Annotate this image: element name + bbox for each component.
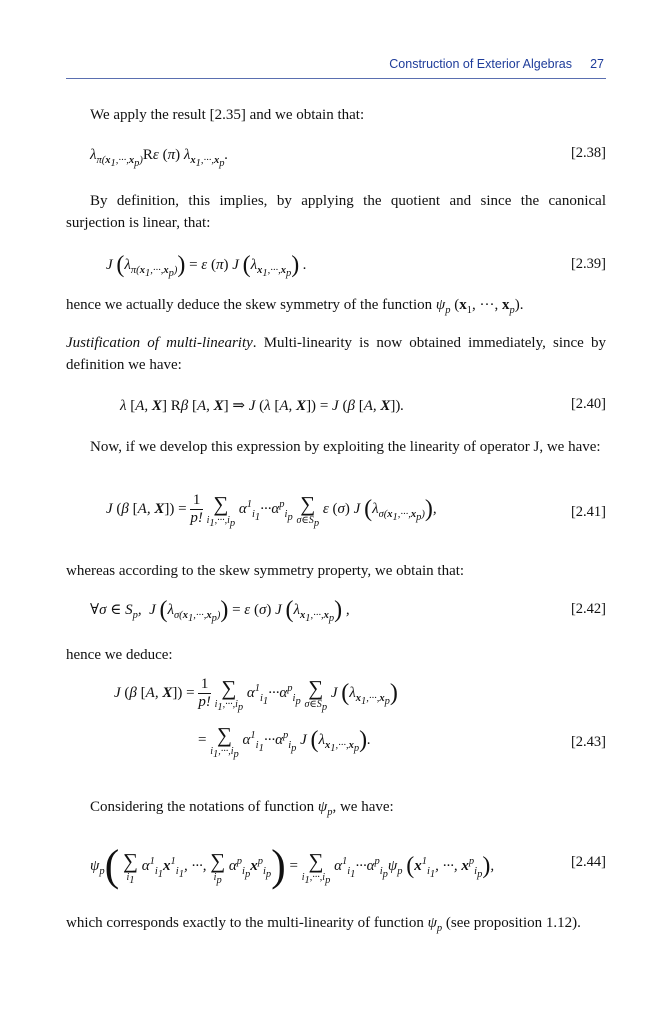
page-header — [66, 54, 606, 79]
paragraph-8-end: , we have: — [332, 799, 394, 815]
paragraph-4-text: . Multi-linearity is now obtained immediately, since by definition we have: — [66, 335, 606, 373]
equation-number: [2.44] — [570, 854, 606, 870]
paragraph-4-heading: Justification of multi-linearity — [66, 335, 253, 351]
running-title: Construction of Exterior Algebras — [389, 57, 572, 71]
paragraph-3: hence we actually deduce the skew symmetry of the function $\psi_p$ ($x_1$, ···, $x_p$). — [66, 297, 524, 316]
equation-number: [2.39] — [570, 256, 606, 272]
paragraph-5: Now, if we develop this expression by exploiting the linearity of operator J, we have: — [90, 439, 601, 455]
equation-2-41: J (β [A, X]) = $\frac{1}{p!}$ ∑ $i_1,\cdot\cdot\cdot,i_p$ $\alpha^1_{i_1}\cdot\cdot\cdot\alpha^p_{i_p}$ ∑ $\sigma\in S_p$ ε (σ) J $(\lambda_{\sigma(x_1,\cdot\cdot\cdot,x_p)})$, [2.41] — [106, 492, 606, 529]
paragraph-2: By definition, this implies, by applying the quotient and since the canonical surjection is linear, that: — [66, 193, 606, 231]
equation-2-40: λ [A, X] Rβ [A, X] ⇒ J (λ [A, X]) = J (β [A, X]). [2.40] — [120, 396, 606, 414]
paragraph-9-end: (see proposition 1.12). — [445, 915, 581, 931]
paragraph-6: whereas according to the skew symmetry property, we obtain that: — [66, 563, 465, 579]
paragraph-8: Considering the notations of function $\psi_p$, we have: — [90, 799, 394, 818]
paragraph-7: hence we deduce: — [66, 647, 173, 663]
equation-2-42: ∀σ ∈ $S_p$, J $(\lambda_{\sigma(x_1,\cdot\cdot\cdot,x_p)}) = \varepsilon$ (σ) J $(\lambda_{x_1,\cdot\cdot\cdot,x_p})$ , [2.42] — [90, 597, 606, 625]
paragraph-3-text: hence we actually deduce the skew symmetry of the function — [66, 297, 433, 313]
equation-number: [2.38] — [570, 145, 606, 161]
paragraph-8-text: Considering the notations of function — [90, 799, 315, 815]
paragraph-4 — [66, 332, 606, 376]
page-number: 27 — [590, 57, 604, 71]
equation-2-38: $\lambda_{\pi(x_1,\cdot\cdot\cdot,x_p)}R\varepsilon$ (π) $\lambda_{x_1,\cdot\cdot\cdot,x_p}$. [2.38] — [90, 145, 606, 170]
equation-number: [2.43] — [570, 734, 606, 750]
equation-2-44: $\psi_p$( ∑ $i_1$ $\alpha^1_{i_1}x^1_{i_1}$, ···, ∑ $i_p$ $\alpha^p_{i_p}x^p_{i_p}$) = ∑ $i_1,\cdot\cdot\cdot,i_p$ $\alpha^1_{i_1}\cdot\cdot\cdot\alpha^p_{i_p}\psi_p$ ($x^1_{i_1}$, ···, $x^p_{i_p}$), [2.44] — [90, 841, 606, 890]
paragraph-1: We apply the result [2.35] and we obtain that: — [90, 107, 365, 123]
paragraph-9-text: which corresponds exactly to the multi-linearity of function — [66, 915, 424, 931]
paragraph-9: which corresponds exactly to the multi-linearity of function $\psi_p$ (see proposition 1.12). — [66, 915, 581, 934]
equation-number: [2.42] — [570, 601, 606, 617]
equation-number: [2.40] — [570, 396, 606, 412]
equation-number: [2.41] — [570, 504, 606, 520]
equation-2-39: J $(\lambda_{\pi(x_1,\cdot\cdot\cdot,x_p)}) = \varepsilon$ (π) J $(\lambda_{x_1,\cdot\cdot\cdot,x_p})$ . [2.39] — [106, 252, 606, 280]
equation-2-43: J (β [A, X]) = $\frac{1}{p!}$ ∑ $i_1,\cdot\cdot\cdot,i_p$ $\alpha^1_{i_1}\cdot\cdot\cdot\alpha^p_{i_p}$ ∑ $\sigma\in S_p$ J $(\lambda_{x_1,\cdot\cdot\cdot,x_p})$ = ∑ $i_1,\cdot\cdot\cdot,i_p$ $\alpha^1_{i_1}\cdot\cdot\cdot\alpha^p_{i_p}$ J $(\lambda_{x_1,\cdot\cdot\cdot,x_p})$. [2.43] — [114, 676, 606, 760]
